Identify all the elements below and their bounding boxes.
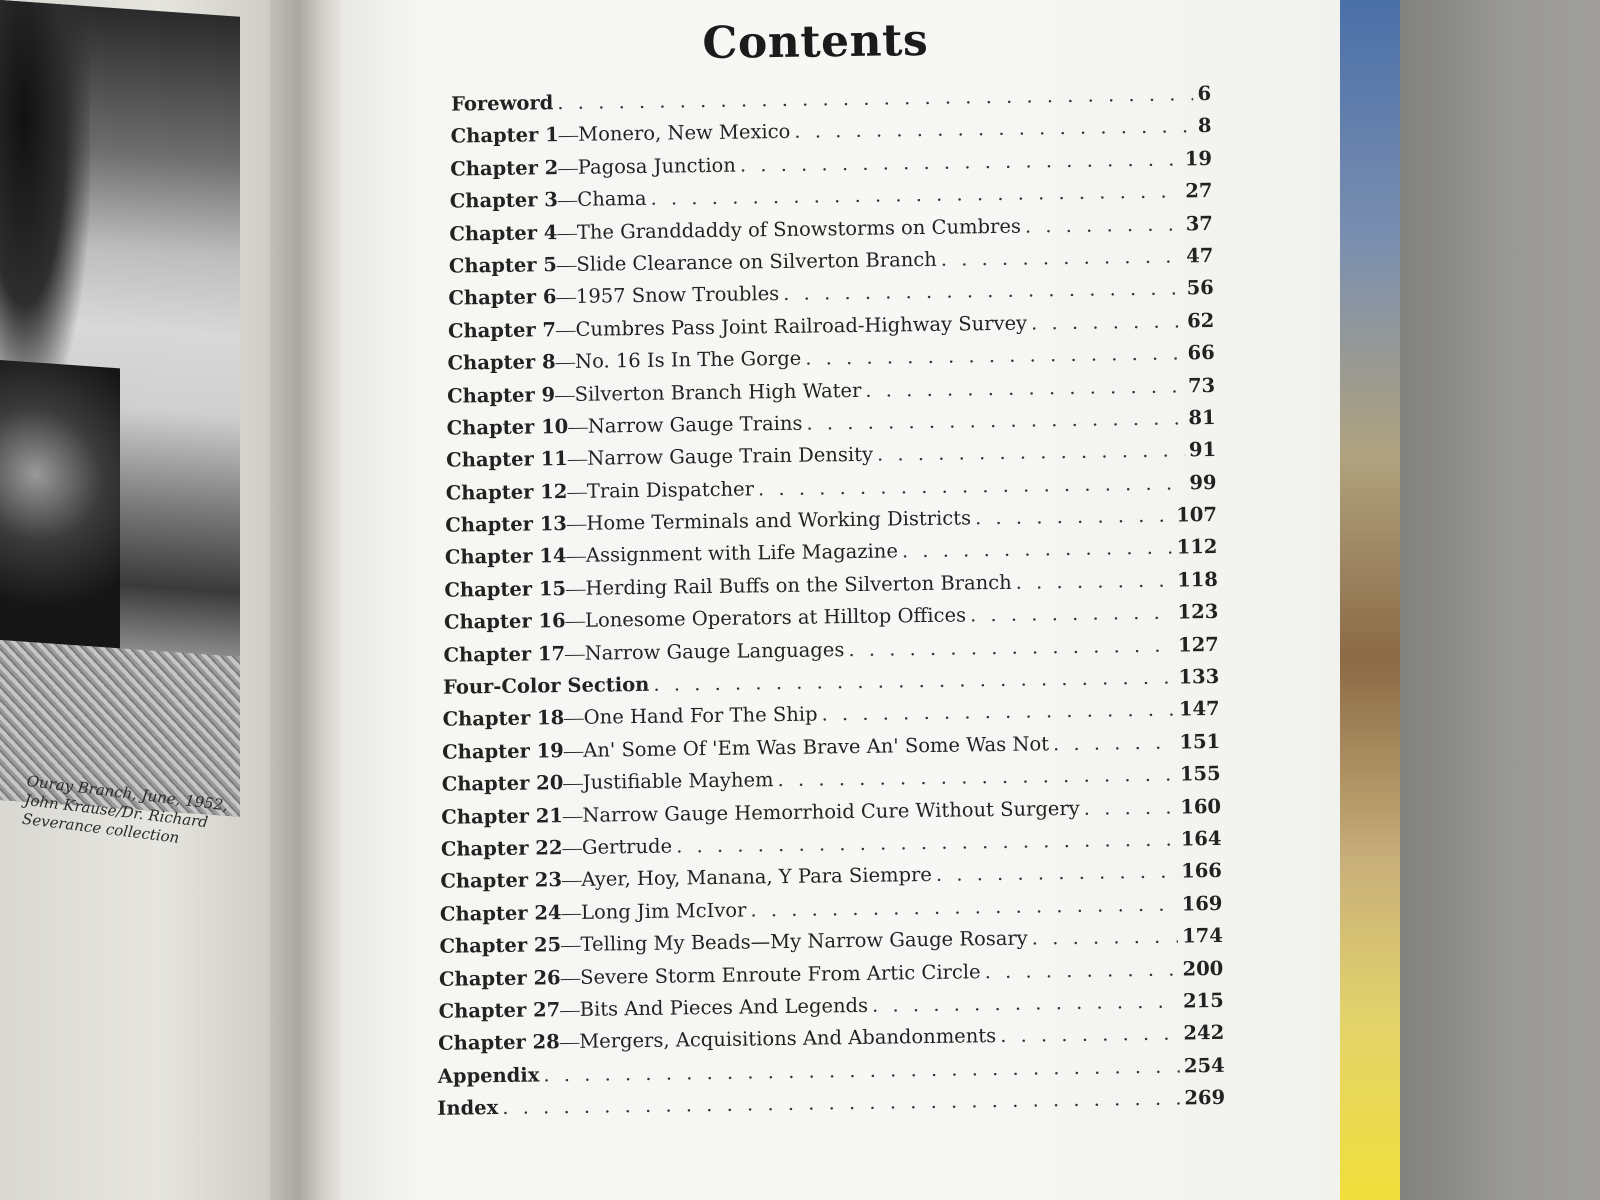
toc-entry-page-number: 62 [1186, 308, 1215, 333]
toc-entry-page-number: 254 [1183, 1053, 1225, 1078]
toc-entry-separator: — [567, 449, 588, 471]
toc-entry-separator: — [566, 546, 587, 568]
toc-entry-separator: — [556, 254, 577, 277]
toc-entry-title: No. 16 Is In The Gorge [574, 346, 802, 373]
toc-entry-page-number: 6 [1197, 81, 1212, 106]
toc-entry-page-number: 215 [1182, 988, 1224, 1013]
toc-list [421, 82, 1225, 1129]
toc-entry-title: Lonesome Operators at Hilltop Offices [584, 603, 967, 633]
toc-entry-title: Gertrude [581, 834, 673, 859]
toc-entry-label: Chapter 26 [438, 965, 561, 991]
toc-leader-dots [1016, 568, 1174, 593]
toc-entry-separator: — [558, 157, 578, 179]
toc-entry-title: Mergers, Acquisitions And Abandonments [579, 1024, 997, 1054]
toc-entry-title: Slide Clearance on Silverton Branch [576, 247, 937, 276]
toc-entry-separator: — [565, 578, 586, 600]
toc-entry-page-number: 99 [1189, 470, 1217, 494]
toc-entry-label: Chapter 5 [448, 253, 558, 278]
toc-entry-page-number: 112 [1176, 535, 1218, 559]
toc-entry-label: Four-Color Section [442, 672, 650, 699]
toc-entry-separator: — [559, 1032, 580, 1054]
toc-entry-label: Chapter 14 [444, 544, 567, 570]
toc-entry-separator: — [560, 935, 581, 957]
toc-entry-title: Cumbres Pass Joint Railroad-Highway Survey [575, 311, 1028, 341]
toc-entry-separator: — [561, 870, 582, 892]
toc-entry-title: Herding Rail Buffs on the Silverton Branch [585, 570, 1012, 600]
toc-leader-dots [783, 277, 1183, 306]
toc-entry-page-number: 133 [1178, 664, 1220, 689]
toc-entry-separator: — [558, 125, 579, 147]
toc-entry-label: Appendix [437, 1063, 540, 1088]
toc-entry-page-number: 164 [1180, 826, 1222, 851]
toc-entry-title: Severe Storm Enroute From Artic Circle [579, 959, 981, 989]
toc-entry-separator: — [560, 967, 581, 989]
toc-entry-separator: — [554, 384, 575, 406]
toc-entry-separator: — [567, 481, 588, 503]
toc-entry-page-number: 56 [1186, 276, 1214, 300]
toc-entry-title: Chama [577, 187, 647, 211]
toc-entry-separator: — [563, 740, 584, 762]
toc-entry-separator: — [560, 999, 580, 1022]
toc-entry-label: Chapter 7 [447, 317, 557, 343]
toc-entry-label: Chapter 2 [450, 155, 559, 181]
toc-entry-separator: — [568, 416, 588, 438]
toc-entry-label: Chapter 8 [447, 350, 556, 375]
toc-leader-dots [970, 601, 1174, 627]
toc-leader-dots [877, 439, 1185, 466]
toc-leader-dots [975, 504, 1173, 530]
table-surface [1380, 0, 1600, 1200]
toc-entry-page-number: 169 [1181, 891, 1223, 916]
toc-entry-page-number: 27 [1185, 179, 1213, 203]
toc-entry-separator: — [557, 222, 578, 244]
toc-leader-dots [1025, 212, 1182, 237]
toc-entry-title: Train Dispatcher [586, 477, 755, 503]
toc-entry-label: Chapter 3 [449, 188, 558, 213]
toc-entry-page-number: 123 [1177, 600, 1219, 624]
toc-entry-page-number: 127 [1177, 632, 1219, 657]
toc-entry-page-number: 8 [1197, 114, 1212, 138]
toc-entry-title: Assignment with Life Magazine [585, 539, 899, 568]
toc-entry-page-number: 37 [1185, 211, 1214, 235]
toc-entry-page-number: 166 [1181, 859, 1223, 883]
toc-entry-label: Index [437, 1096, 499, 1120]
toc-entry-title: Long Jim McIvor [580, 898, 747, 924]
toc-leader-dots [865, 374, 1184, 401]
left-page [0, 0, 290, 1200]
toc-entry-label: Foreword [450, 91, 554, 116]
toc-leader-dots [936, 860, 1178, 886]
toc-leader-dots [1053, 730, 1176, 755]
toc-leader-dots [902, 536, 1173, 563]
toc-entry-label: Chapter 4 [449, 220, 558, 246]
toc-entry-title: Telling My Beads—My Narrow Gauge Rosary [580, 926, 1028, 957]
toc-leader-dots [941, 244, 1183, 270]
toc-entry-page-number: 200 [1182, 956, 1224, 980]
toc-leader-dots [806, 406, 1184, 434]
toc-entry-separator: — [564, 643, 585, 665]
toc-entry-label: Chapter 16 [443, 609, 566, 634]
toc-entry-title: An' Some Of 'Em Was Brave An' Some Was Not [583, 732, 1050, 762]
toc-heading: Contents [702, 14, 929, 70]
toc-entry-title: Bits And Pieces And Legends [579, 993, 869, 1021]
toc-entry-separator: — [555, 319, 576, 341]
toc-entry-label: Chapter 19 [442, 738, 564, 764]
toc-entry-separator: — [562, 837, 583, 860]
toc-entry-page-number: 155 [1179, 762, 1221, 786]
toc-entry-page-number: 73 [1187, 373, 1216, 397]
toc-leader-dots [740, 147, 1181, 176]
toc-leader-dots [777, 763, 1176, 792]
toc-entry-page-number: 47 [1186, 243, 1214, 268]
toc-entry-title: Narrow Gauge Trains [587, 411, 803, 438]
toc-entry-label: Chapter 1 [450, 123, 559, 148]
toc-entry-page-number: 107 [1176, 503, 1218, 527]
book-cover-edge [1340, 0, 1400, 1200]
toc-entry-page-number: 151 [1179, 729, 1221, 754]
toc-entry-title: Pagosa Junction [577, 153, 737, 179]
toc-leader-dots [794, 115, 1194, 144]
toc-entry-page-number: 19 [1184, 146, 1213, 171]
toc-entry-label: Chapter 18 [442, 706, 565, 732]
toc-entry-label: Chapter 21 [441, 803, 564, 829]
toc-leader-dots [557, 82, 1194, 114]
toc-leader-dots [758, 471, 1186, 500]
toc-entry-title: Monero, New Mexico [578, 120, 791, 147]
toc-entry-label: Chapter 17 [443, 641, 566, 667]
toc-entry-page-number: 66 [1187, 341, 1215, 365]
toc-entry-label: Chapter 11 [446, 447, 568, 472]
toc-leader-dots [872, 989, 1179, 1016]
smoke-plume [0, 0, 90, 416]
toc-entry-separator: — [564, 708, 584, 730]
toc-leader-dots [805, 341, 1184, 369]
toc-leader-dots [1032, 925, 1179, 950]
photo-caption: Ouray Branch, June, 1952, John Krause/Dr. Richard Severance collection [21, 772, 229, 847]
steam-locomotive [0, 360, 120, 648]
locomotive-photo [0, 0, 240, 817]
toc-entry-title: Narrow Gauge Languages [584, 637, 845, 665]
toc-entry-label: Chapter 23 [440, 868, 563, 894]
toc-entry-separator: — [565, 611, 586, 633]
toc-leader-dots [1031, 309, 1183, 334]
toc-entry-title: Home Terminals and Working Districts [586, 506, 972, 535]
toc-entry-separator: — [562, 805, 583, 827]
toc-entry-separator: — [556, 287, 577, 309]
toc-entry-page-number: 81 [1188, 405, 1216, 430]
toc-leader-dots [750, 892, 1178, 921]
toc-entry-label: Chapter 15 [444, 576, 567, 602]
toc-entry-title: Narrow Gauge Hemorrhoid Cure Without Surgery [582, 796, 1080, 827]
toc-entry-label: Chapter 6 [448, 285, 557, 310]
toc-entry-label: Chapter 22 [440, 836, 563, 861]
toc-entry-page-number: 242 [1183, 1021, 1225, 1045]
toc-entry-label: Chapter 27 [438, 998, 561, 1023]
toc-leader-dots [1084, 795, 1177, 819]
toc-leader-dots [984, 957, 1178, 983]
toc-entry-title: Ayer, Hoy, Manana, Y Para Siempre [581, 863, 933, 892]
toc-entry-separator: — [561, 902, 582, 924]
toc-entry-separator: — [566, 513, 587, 536]
toc-entry-separator: — [555, 351, 576, 374]
toc-entry-title: One Hand For The Ship [583, 702, 818, 730]
toc-entry-page-number: 118 [1176, 567, 1219, 592]
toc-entry-label: Chapter 13 [445, 512, 568, 537]
toc-entry-separator: — [557, 189, 578, 212]
toc-leader-dots [821, 698, 1175, 726]
toc-entry-title: The Granddaddy of Snowstorms on Cumbres [576, 214, 1022, 244]
book-gutter [270, 0, 350, 1200]
toc-entry-title: Narrow Gauge Train Density [587, 443, 874, 471]
toc-entry-label: Chapter 9 [446, 382, 556, 408]
toc-entry-label: Chapter 28 [437, 1030, 560, 1056]
toc-entry-label: Chapter 10 [446, 414, 569, 440]
toc-entry-page-number: 91 [1188, 438, 1217, 462]
toc-entry-title: 1957 Snow Troubles [575, 282, 780, 309]
toc-entry-page-number: 147 [1178, 697, 1220, 721]
toc-entry-title: Silverton Branch High Water [574, 378, 862, 406]
toc-leader-dots [1000, 1022, 1180, 1048]
toc-leader-dots [848, 633, 1174, 661]
toc-entry-label: Chapter 25 [439, 933, 562, 958]
toc-entry-label: Chapter 12 [445, 479, 568, 505]
toc-entry-title: Justifiable Mayhem [582, 768, 774, 795]
toc-entry-label: Chapter 24 [439, 900, 562, 926]
toc-entry-separator: — [563, 773, 583, 795]
toc-entry-page-number: 269 [1184, 1085, 1226, 1110]
toc-entry-page-number: 174 [1181, 924, 1223, 948]
toc-entry-page-number: 160 [1180, 794, 1222, 819]
table-of-contents [420, 11, 1225, 1129]
toc-entry-label: Chapter 20 [441, 771, 564, 796]
